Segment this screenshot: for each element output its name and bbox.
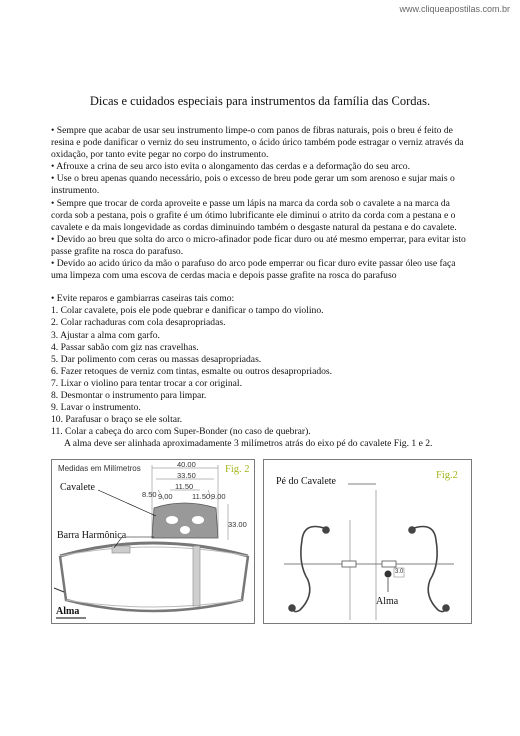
avoid-item: 4. Passar sabão com giz nas cravelhas. — [51, 341, 199, 353]
tip-paragraph: • Sempre que trocar de corda aproveite e passe um lápis na marca da corda sob o cavalete a na marca da corda sob a pestana, pois o grafite é um ótimo lubrificante ele diminui o atrito da corda com a pestana e o cavalete e da mais longevidade as cordas diminuindo também o desgaste natural da pestana e do cavalete. — [51, 197, 457, 233]
tip-paragraph: • Afrouxe a crina de seu arco isto evita o alongamento das cerdas e a deformação do seu arco. — [51, 161, 410, 173]
bridge-foot — [382, 561, 396, 567]
bridge-foot — [342, 561, 356, 567]
bridge-cutout — [166, 516, 178, 524]
dimension-label: 33.00 — [228, 520, 247, 529]
avoid-item: 10. Parafusar o braço se ele soltar. — [51, 414, 183, 426]
dimension-label: 11.50 — [192, 492, 211, 501]
dimension-label: 9.00 — [158, 492, 173, 501]
tip-paragraph: • Use o breu apenas quando necessário, pois o excesso de breu pode gerar um som arenoso e sujar mais o instrumento. — [51, 173, 455, 197]
sound-post-dot — [385, 571, 392, 578]
page-title: Dicas e cuidados especiais para instrumentos da família das Cordas. — [89, 94, 431, 108]
bridge-heart — [180, 526, 190, 534]
dimension-label: 40.00 — [177, 460, 196, 469]
figure-label: Fig.2 — [436, 470, 458, 481]
dimension-label: 33.50 — [177, 471, 196, 480]
dimension-label: 9.00 — [211, 492, 226, 501]
tip-paragraph: • Devido ao acido úrico da mão o parafuso do arco pode emperrar ou ficar duro evite passar óleo use faça uma limpeza com uma escova de cerdas macia e depois passe grafite na rosca do parafuso — [51, 258, 456, 282]
figure-label: Fig. 2 — [225, 464, 250, 475]
pe-cavalete-label: Pé do Cavalete — [276, 476, 336, 487]
avoid-item: 3. Ajustar a alma com garfo. — [51, 329, 160, 341]
bridge-cutout — [192, 516, 204, 524]
avoid-item: 1. Colar cavalete, pois ele pode quebrar e danificar o tampo do violino. — [51, 305, 324, 317]
alma-note: A alma deve ser alinhada aproximadamente 3 milímetros atrás do eixo pé do cavalete Fig. 1 e 2. — [64, 438, 433, 450]
tip-paragraph: • Sempre que acabar de usar seu instrumento limpe-o com panos de fibras naturais, pois o breu é feito de resina e pode danificar o verniz do seu instrumento, o ácido úrico também pode estragar o verniz através da oxidação, por tanto evite pegar no corpo do instrumento. — [51, 125, 464, 161]
avoid-item: 5. Dar polimento com ceras ou massas desapropriadas. — [51, 353, 262, 365]
dimension-label: 11.50 — [175, 482, 194, 491]
avoid-item: 11. Colar a cabeça do arco com Super-Bonder (no caso de quebrar). — [51, 426, 311, 438]
document-body — [51, 125, 472, 450]
alma-label: Alma — [376, 596, 399, 607]
barra-harmonica-label: Barra Harmônica — [57, 530, 127, 541]
figure-top-view — [263, 459, 472, 624]
avoid-item: 8. Desmontar o instrumento para limpar. — [51, 389, 207, 401]
avoid-item: 2. Colar rachaduras com cola desapropriadas. — [51, 317, 226, 329]
cavalete-label: Cavalete — [60, 482, 95, 493]
sound-post — [193, 546, 200, 606]
dimension-label: 8.50 — [142, 490, 157, 499]
avoid-item: 6. Fazer retoques de verniz com tintas, esmalte ou outros desapropriados. — [51, 365, 333, 377]
dimension-label: 3.0 — [395, 569, 404, 575]
alma-label: Alma — [56, 606, 80, 617]
left-f-hole — [289, 527, 329, 612]
top-plate — [60, 543, 248, 556]
avoid-item: 7. Lixar o violino para tentar trocar a cor original. — [51, 377, 242, 389]
tip-paragraph: • Devido ao breu que solta do arco o micro-afinador pode ficar duro ou até mesmo emperrar, para evitar isto passe grafite na rosca do parafuso. — [51, 233, 466, 257]
figure-bridge-cross-section — [51, 459, 255, 624]
plate-marker — [54, 588, 64, 592]
figure-heading: Medidas em Milímetros — [58, 464, 141, 473]
avoid-item: 9. Lavar o instrumento. — [51, 402, 141, 414]
site-url: www.cliqueapostilas.com.br — [399, 4, 510, 14]
right-f-hole — [409, 527, 449, 612]
avoid-intro: • Evite reparos e gambiarras caseiras tais como: — [51, 293, 235, 305]
